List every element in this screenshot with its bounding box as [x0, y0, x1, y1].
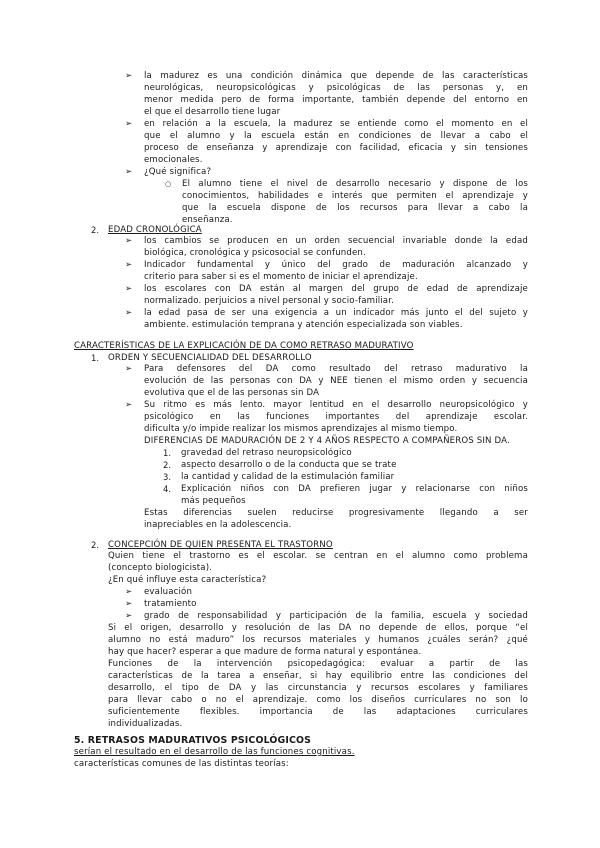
arrow-bullet-icon: ➢ [125, 119, 133, 129]
text-line: Su ritmo es más lento. mayor lentitud en el desarrollo neuropsicológico y [144, 400, 528, 410]
text-line: conocimientos, habilidades e interés que permiten el aprendizaje y [182, 191, 528, 201]
arrow-bullet-icon: ➢ [125, 308, 133, 318]
subsection-title: ORDEN Y SECUENCIALIDAD DEL DESARROLLO [108, 353, 312, 363]
text-line: enseñanza. [182, 215, 233, 225]
list-item: más pequeños [181, 496, 246, 506]
text-line: suficientemente flexibles. importancia de las adaptaciones curriculares [108, 707, 528, 717]
list-number: 4. [163, 484, 171, 494]
text-line: normalizado. perjuicios a nivel personal y socio-familiar. [144, 296, 394, 306]
text-line: características comunes de las distintas teorías: [74, 759, 289, 769]
arrow-bullet-icon: ➢ [125, 284, 133, 294]
list-number: 1. [91, 353, 99, 363]
list-number: 2. [91, 540, 99, 550]
text-line: ambiente. estimulación temprana y atención especializada son viables. [144, 320, 463, 330]
list-item: gravedad del retraso neuropsicológico [181, 448, 352, 458]
text-line: hay que hacer? esperar a que madure de forma natural y espontánea. [108, 647, 422, 657]
text-line: evolutiva que el de las personas sin DA [144, 388, 320, 398]
arrow-bullet-icon: ➢ [125, 236, 133, 246]
section-heading: 5. RETRASOS MADURATIVOS PSICOLÓGICOS [74, 735, 312, 746]
text-line: la edad pasa de ser una exigencia a un indicador más junto el del sujeto y [144, 308, 528, 318]
list-item: aspecto desarrollo o de la conducta que se trate [181, 460, 397, 470]
text-line: criterio para saber si es el momento de iniciar el aprendizaje. [144, 272, 418, 282]
text-line: que la escuela dispone de los recursos para llevar a cabo la [182, 203, 528, 213]
text-line: ¿Qué significa? [144, 167, 212, 177]
text-line: características de la tarea a enseñar, si hay equilibrio entre las condiciones del [108, 671, 528, 681]
list-number: 2. [91, 225, 99, 235]
text-line: Funciones de la intervención psicopedagógica: evaluar a partir de las [108, 659, 528, 669]
text-line: individualizadas. [108, 719, 183, 729]
text-line: Indicador fundamental y único del grado de maduración alcanzado y [144, 260, 528, 270]
list-number: 2. [163, 460, 171, 470]
section-title: CARACTERÍSTICAS DE LA EXPLICACIÓN DE DA COMO RETRASO MADURATIVO [74, 341, 414, 351]
text-line: menor medida pero de forma importante, también depende del entorno en [144, 95, 528, 105]
text-line: Estas diferencias suelen reducirse progresivamente llegando a ser [144, 508, 528, 518]
list-number: 1. [163, 448, 171, 458]
arrow-bullet-icon: ➢ [125, 587, 133, 597]
text-line: El alumno tiene el nivel de desarrollo necesario y dispone de los [182, 179, 528, 189]
text-line: biológica, cronológica y psicosocial se confunden. [144, 248, 366, 258]
arrow-bullet-icon: ➢ [125, 167, 133, 177]
text-line: grado de responsabilidad y participación de la familia, escuela y sociedad [144, 611, 528, 621]
text-line: el que el desarrollo tiene lugar [144, 107, 281, 117]
arrow-bullet-icon: ➢ [125, 611, 133, 621]
text-line: los escolares con DA están al margen del grupo de edad de aprendizaje [144, 284, 528, 294]
text-line: alumno no está maduro” los recursos materiales y humanos ¿cuáles serán? ¿qué [108, 635, 528, 645]
arrow-bullet-icon: ➢ [125, 71, 133, 81]
text-line: Para defensores del DA como resultado del retraso madurativo la [144, 364, 528, 374]
text-line: evaluación [144, 587, 193, 597]
text-line: serían el resultado en el desarrollo de las funciones cognitivas. [74, 747, 355, 757]
text-line: Si el origen, desarrollo y resolución de las DA no depende de ellos, porque “el [108, 623, 528, 633]
text-line: dificulta y/o impide realizar los mismos aprendizajes al mismo tiempo. [144, 424, 458, 434]
text-line: proceso de enseñanza y aprendizaje con facilidad, eficacia y sin tensiones [144, 143, 528, 153]
text-line: que el alumno y la escuela están en condiciones de llevar a cabo el [144, 131, 528, 141]
text-line: en relación a la escuela, la madurez se entiende como el momento en el [144, 119, 528, 129]
text-line: psicológico en las funciones importantes del aprendizaje escolar. [144, 412, 528, 422]
text-line: DIFERENCIAS DE MADURACIÓN DE 2 Y 4 AÑOS RESPECTO A COMPAÑEROS SIN DA. [144, 436, 510, 446]
subsection-title: CONCEPCIÓN DE QUIEN PRESENTA EL TRASTORNO [108, 540, 333, 550]
text-line: emocionales. [144, 155, 203, 165]
text-line: evolución de las personas con DA y NEE tienen el mismo orden y secuencia [144, 376, 528, 386]
arrow-bullet-icon: ➢ [125, 400, 133, 410]
list-number: 3. [163, 472, 171, 482]
text-line: la madurez es una condición dinámica que depende de las características [144, 71, 528, 81]
text-line: los cambios se producen en un orden secuencial invariable donde la edad [144, 236, 528, 246]
list-item: Explicación niños con DA prefieren jugar y relacionarse con niños [181, 484, 528, 494]
text-line: (concepto biologicista). [108, 563, 213, 573]
text-line: para llevar cabo o no el aprendizaje. como los diseños curriculares no son lo [108, 695, 528, 705]
arrow-bullet-icon: ➢ [125, 364, 133, 374]
text-line: desarrollo, el tipo de DA y las circunstancia y recursos escolares y familiares [108, 683, 528, 693]
text-line: ¿En qué influye esta característica? [108, 575, 267, 585]
text-line: tratamiento [144, 599, 197, 609]
arrow-bullet-icon: ➢ [125, 599, 133, 609]
circle-bullet-icon: ○ [165, 180, 172, 188]
text-line: inapreciables en la adolescencia. [144, 520, 292, 530]
arrow-bullet-icon: ➢ [125, 260, 133, 270]
text-line: neurológicas, neuropsicológicas y psicológicas de las personas y, en [144, 83, 528, 93]
section-title: EDAD CRONOLÓGICA [108, 225, 202, 235]
list-item: la cantidad y calidad de la estimulación familiar [181, 472, 395, 482]
text-line: Quien tiene el trastorno es el escolar. se centran en el alumno como problema [108, 551, 528, 561]
